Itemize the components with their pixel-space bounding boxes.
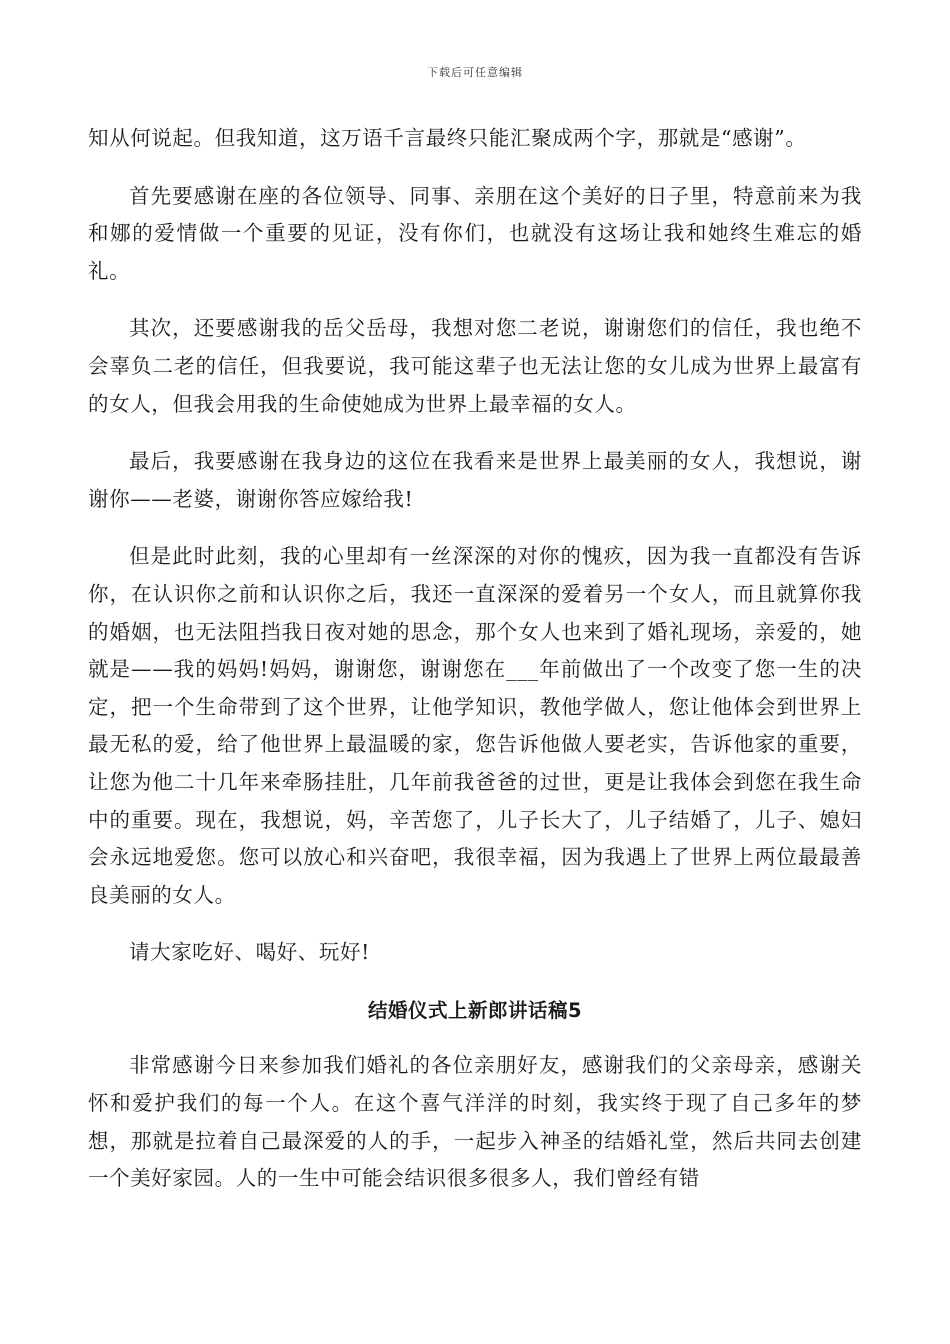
section-title: 结婚仪式上新郎讲话稿5	[367, 998, 583, 1022]
paragraph-1: 知从何说起。但我知道，这万语千言最终只能汇聚成两个字，那就是“感谢”。	[88, 126, 807, 150]
paragraph-3: 其次，还要感谢我的岳父岳母，我想对您二老说，谢谢您们的信任，我也绝不会辜负二老的信任，但我要说，我可能这辈子也无法让您的女儿成为世界上最富有的女人，但我会用我的生命使她成为世界上最幸福的女人。	[88, 316, 862, 416]
paragraph-2: 首先要感谢在座的各位领导、同事、亲朋在这个美好的日子里，特意前来为我和娜的爱情做一个重要的见证，没有你们，也就没有这场让我和她终生难忘的婚礼。	[88, 183, 862, 283]
paragraph-4: 最后，我要感谢在我身边的这位在我看来是世界上最美丽的女人，我想说，谢谢你——老婆，谢谢你答应嫁给我!	[88, 449, 862, 511]
section-paragraph: 非常感谢今日来参加我们婚礼的各位亲朋好友，感谢我们的父亲母亲，感谢关怀和爱护我们的每一个人。在这个喜气洋洋的时刻，我实终于现了自己多年的梦想，那就是拉着自己最深爱的人的手，一起步入神圣的结婚礼堂，然后共同去创建一个美好家园。人的一生中可能会结识很多很多人，我们曾经有错	[88, 1053, 862, 1191]
page-header: 下载后可任意编辑	[427, 66, 523, 79]
document-body	[88, 120, 862, 1218]
paragraph-6: 请大家吃好、喝好、玩好!	[129, 940, 370, 965]
paragraph-5: 但是此时此刻，我的心里却有一丝深深的对你的愧疚，因为我一直都没有告诉你，在认识你之前和认识你之后，我还一直深深的爱着另一个女人，而且就算你我的婚姻，也无法阻挡我日夜对她的思念，那个女人也来到了婚礼现场，亲爱的，她就是——我的妈妈!妈妈，谢谢您，谢谢您在___年前做出了一个改变了您一生的决定，把一个生命带到了这个世界，让他学知识，教他学做人，您让他体会到世界上最无私的爱，给了他世界上最温暖的家，您告诉他做人要老实，告诉他家的重要，让您为他二十几年来牵肠挂肚，几年前我爸爸的过世，更是让我体会到您在我生命中的重要。现在，我想说，妈，辛苦您了，儿子长大了，儿子结婚了，儿子、媳妇会永远地爱您。您可以放心和兴奋吧，我很幸福，因为我遇上了世界上两位最最善良美丽的女人。	[88, 544, 862, 907]
